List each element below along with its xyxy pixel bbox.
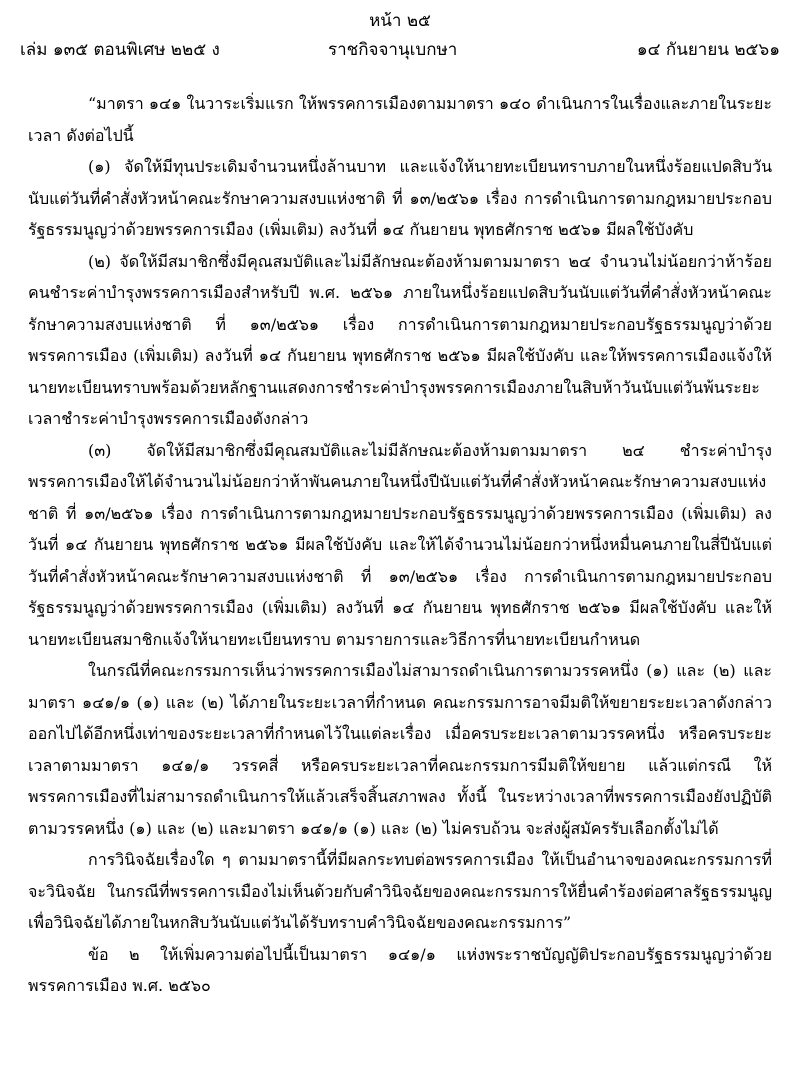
gazette-header — [20, 36, 780, 64]
paragraph-item-2: (๒) จัดให้มีสมาชิกซึ่งมีคุณสมบัติและไม่มีลักษณะต้องห้ามตามมาตรา ๒๔ จำนวนไม่น้อยกว่าห้าร้อยคนชำระค่าบำรุงพรรคการเมืองสำหรับปี พ.ศ. ๒๕๖๑ ภายในหนึ่งร้อยแปดสิบวันนับแต่วันที่คำสั่งหัวหน้าคณะรักษาความสงบแห่งชาติ ที่ ๑๓/๒๕๖๑ เรื่อง การดำเนินการตามกฎหมายประกอบรัฐธรรมนูญว่าด้วยพรรคการเมือง (เพิ่มเติม) ลงวันที่ ๑๔ กันยายน พุทธศักราช ๒๕๖๑ มีผลใช้บังคับ และให้พรรคการเมืองแจ้งให้นายทะเบียนทราบพร้อมด้วยหลักฐานแสดงการชำระค่าบำรุงพรรคการเมืองภายในสิบห้าวันนับแต่วันพ้นระยะเวลาชำระค่าบำรุงพรรคการเมืองดังกล่าว — [28, 251, 772, 428]
paragraph-ruling: การวินิจฉัยเรื่องใด ๆ ตามมาตรานี้ที่มีผลกระทบต่อพรรคการเมือง ให้เป็นอำนาจของคณะกรรมการที่จะวินิจฉัย ในกรณีที่พรรคการเมืองไม่เห็นด้วยกับคำวินิจฉัยของคณะกรรมการให้ยื่นคำร้องต่อศาลรัฐธรรมนูญเพื่อวินิจฉัยได้ภายในหกสิบวันนับแต่วันได้รับทราบคำวินิจฉัยของคณะกรรมการ” — [28, 850, 772, 932]
paragraph-extension: ในกรณีที่คณะกรรมการเห็นว่าพรรคการเมืองไม่สามารถดำเนินการตามวรรคหนึ่ง (๑) และ (๒) และมาตรา ๑๔๑/๑ (๑) และ (๒) ได้ภายในระยะเวลาที่กำหนด คณะกรรมการอาจมีมติให้ขยายระยะเวลาดังกล่าวออกไปได้อีกหนึ่งเท่าของระยะเวลาที่กำหนดไว้ในแต่ละเรื่อง เมื่อครบระยะเวลาตามวรรคหนึ่ง หรือครบระยะเวลาตามมาตรา ๑๔๑/๑ วรรคสี่ หรือครบระยะเวลาที่คณะกรรมการมีมติให้ขยาย แล้วแต่กรณี ให้พรรคการเมืองที่ไม่สามารถดำเนินการให้แล้วเสร็จสิ้นสภาพลง ทั้งนี้ ในระหว่างเวลาที่พรรคการเมืองยังปฏิบัติตามวรรคหนึ่ง (๑) และ (๒) และมาตรา ๑๔๑/๑ (๑) และ (๒) ไม่ครบถ้วน จะส่งผู้สมัครรับเลือกตั้งไม่ได้ — [28, 661, 772, 838]
document-body — [28, 88, 772, 1002]
publication-date: ๑๔ กันยายน ๒๕๖๑ — [636, 40, 780, 60]
publication-name: ราชกิจจานุเบกษา — [328, 40, 458, 60]
paragraph-item-1: (๑) จัดให้มีทุนประเดิมจำนวนหนึ่งล้านบาท และแจ้งให้นายทะเบียนทราบภายในหนึ่งร้อยแปดสิบวันนับแต่วันที่คำสั่งหัวหน้าคณะรักษาความสงบแห่งชาติ ที่ ๑๓/๒๕๖๑ เรื่อง การดำเนินการตามกฎหมายประกอบรัฐธรรมนูญว่าด้วยพรรคการเมือง (เพิ่มเติม) ลงวันที่ ๑๔ กันยายน พุทธศักราช ๒๕๖๑ มีผลใช้บังคับ — [28, 157, 772, 239]
volume-info: เล่ม ๑๓๕ ตอนพิเศษ ๒๒๕ ง — [20, 40, 220, 60]
paragraph-clause-2: ข้อ ๒ ให้เพิ่มความต่อไปนี้เป็นมาตรา ๑๔๑/๑ แห่งพระราชบัญญัติประกอบรัฐธรรมนูญว่าด้วยพรรคการเมือง พ.ศ. ๒๕๖๐ — [28, 944, 772, 995]
paragraph-section-141: “มาตรา ๑๔๑ ในวาระเริ่มแรก ให้พรรคการเมืองตามมาตรา ๑๔๐ ดำเนินการในเรื่องและภายในระยะเวลา ดังต่อไปนี้ — [28, 94, 772, 145]
paragraph-item-3: (๓) จัดให้มีสมาชิกซึ่งมีคุณสมบัติและไม่มีลักษณะต้องห้ามตามมาตรา ๒๔ ชำระค่าบำรุงพรรคการเมืองให้ได้จำนวนไม่น้อยกว่าห้าพันคนภายในหนึ่งปีนับแต่วันที่คำสั่งหัวหน้าคณะรักษาความสงบแห่งชาติ ที่ ๑๓/๒๕๖๑ เรื่อง การดำเนินการตามกฎหมายประกอบรัฐธรรมนูญว่าด้วยพรรคการเมือง (เพิ่มเติม) ลงวันที่ ๑๔ กันยายน พุทธศักราช ๒๕๖๑ มีผลใช้บังคับ และให้ได้จำนวนไม่น้อยกว่าหนึ่งหมื่นคนภายในสี่ปีนับแต่วันที่คำสั่งหัวหน้าคณะรักษาความสงบแห่งชาติ ที่ ๑๓/๒๕๖๑ เรื่อง การดำเนินการตามกฎหมายประกอบรัฐธรรมนูญว่าด้วยพรรคการเมือง (เพิ่มเติม) ลงวันที่ ๑๔ กันยายน พุทธศักราช ๒๕๖๑ มีผลใช้บังคับ และให้นายทะเบียนสมาชิกแจ้งให้นายทะเบียนทราบ ตามรายการและวิธีการที่นายทะเบียนกำหนด — [28, 440, 772, 649]
page-number: หน้า ๒๕ — [369, 11, 431, 31]
